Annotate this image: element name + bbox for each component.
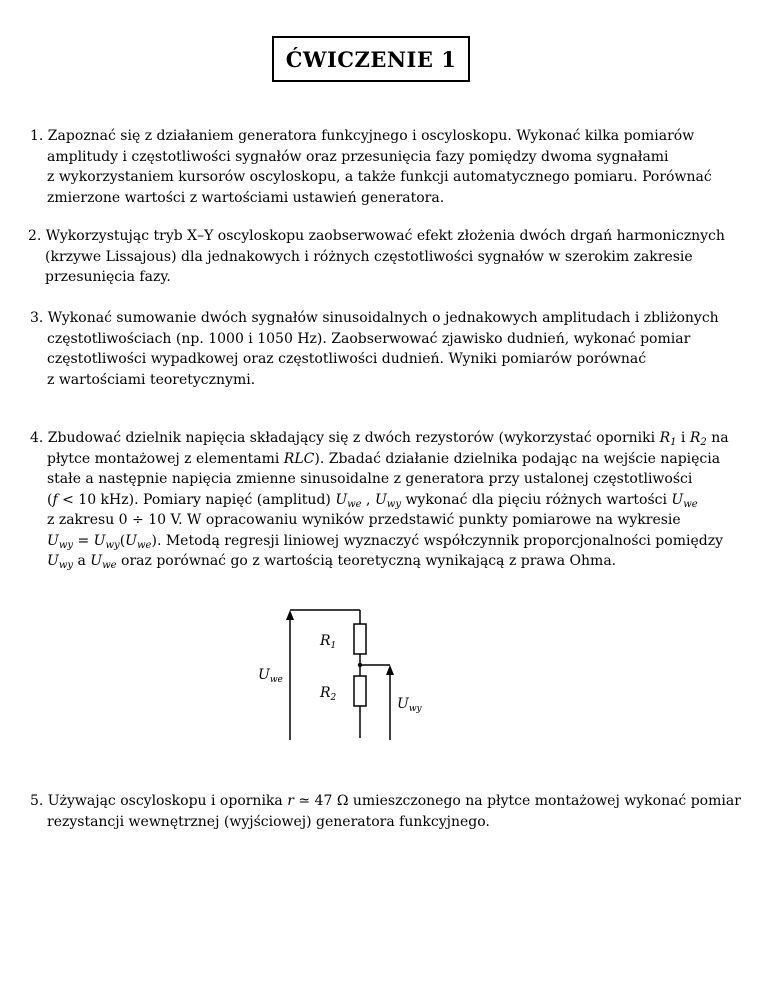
item-4-line-3: stałe a następnie napięcia zmienne sinusoidalne z generatora przy ustalonej częstotliwości [47,471,693,487]
exercise-item-2 [28,226,740,288]
label-r1: $R_1$ [320,633,337,651]
label-uwe: $U_{we}$ [258,667,283,685]
uwe-arrow-head [286,610,294,620]
exercise-item-3 [30,308,742,390]
label-r2: $R_2$ [320,685,337,703]
junction-dot [358,663,362,667]
item-3-line-2: częstotliwościach (np. 1000 i 1050 Hz). Zaobserwować zjawisko dudnień, wykonać pomiar [47,330,691,347]
item-3-line-3: częstotliwości wypadkowej oraz częstotliwości dudnień. Wyniki pomiarów porównać [47,351,647,367]
item-4-line-6: $U_{wy} = U_{wy}(U_{we})$. Metodą regresji liniowej wyznaczyć współczynnik proporcjonalności pomiędzy [47,532,723,551]
item-1-line-3: z wykorzystaniem kursorów oscyloskopu, a także funkcji automatycznego pomiaru. Porównać [47,169,712,185]
voltage-divider-circuit [250,598,450,748]
resistor-r2 [354,676,366,706]
item-1-line-1: 1. Zapoznać się z działaniem generatora funkcyjnego i oscyloskopu. Wykonać kilka pomiarów [30,128,695,144]
item-2-line-1: 2. Wykorzystując tryb X–Y oscyloskopu zaobserwować efekt złożenia dwóch drgań harmonicznych [28,228,725,244]
item-4-line-5: z zakresu 0 ÷ 10 V. W opracowaniu wyników przedstawić punkty pomiarowe na wykresie [47,512,681,528]
label-uwy: $U_{wy}$ [397,696,422,714]
item-2-line-2: (krzywe Lissajous) dla jednakowych i różnych częstotliwości sygnałów w szerokim zakresie [45,248,693,265]
exercise-item-4 [30,428,742,572]
item-5-line-2: rezystancji wewnętrznej (wyjściowej) generatora funkcyjnego. [47,813,490,830]
item-4-line-1: 4. Zbudować dzielnik napięcia składający się z dwóch rezystorów (wykorzystać oporniki $R_1$ i $R_2$ na [30,430,729,448]
item-4-line-7: $U_{wy}$ a $U_{we}$ oraz porównać go z wartością teoretyczną wynikającą z prawa Ohma. [47,553,617,571]
item-4-line-2: płytce montażowej z elementami RLC). Zbadać działanie dzielnika podając na wejście napięcia [47,450,721,467]
item-3-line-4: z wartościami teoretycznymi. [47,371,256,388]
item-5-line-1: 5. Używając oscyloskopu i opornika r ≃ 47 Ω umieszczonego na płytce montażowej wykonać pomiar [30,793,741,809]
exercise-item-1 [30,126,742,208]
item-3-line-1: 3. Wykonać sumowanie dwóch sygnałów sinusoidalnych o jednakowych amplitudach i zbliżonych [30,310,719,326]
uwy-arrow-head [386,665,394,675]
page-title: ĆWICZENIE 1 [285,46,457,72]
exercise-item-5 [30,791,742,832]
resistor-r1 [354,624,366,654]
item-1-line-4: zmierzone wartości z wartościami ustawień generatora. [47,189,445,206]
item-1-line-2: amplitudy i częstotliwości sygnałów oraz przesunięcia fazy pomiędzy dwoma sygnałami [47,148,669,165]
item-4-line-4: (f < 10 kHz). Pomiary napięć (amplitud) $U_{we}$ , $U_{wy}$ wykonać dla pięciu różnych wartości $U_{we}$ [47,491,698,510]
title-box [272,36,470,82]
item-2-line-3: przesunięcia fazy. [45,269,171,285]
